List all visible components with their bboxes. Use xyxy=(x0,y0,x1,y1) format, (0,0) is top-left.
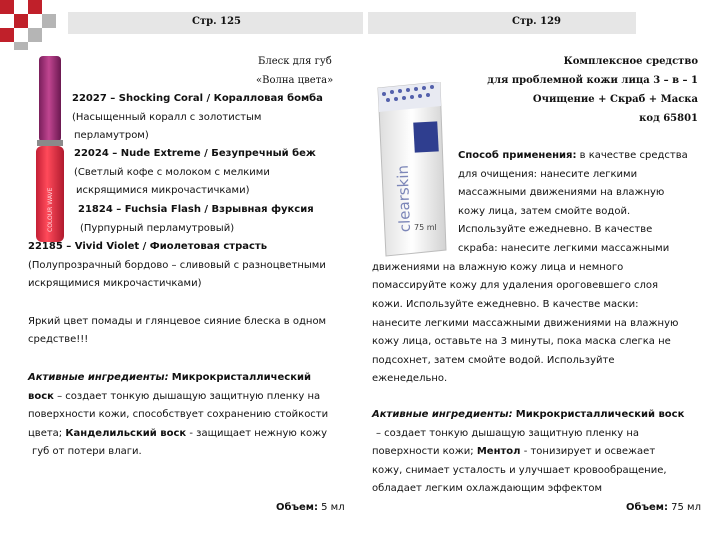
cleanser-code: код 65801 xyxy=(639,113,698,124)
right-volume: Объем: 75 мл xyxy=(626,502,701,513)
tagline-2: средстве!!! xyxy=(28,334,89,345)
clearskin-tube-image xyxy=(370,82,454,260)
right-ingredients-label: Активные ингредиенты: xyxy=(372,409,513,420)
usage-label: Способ применения: xyxy=(458,150,577,161)
shade-3-name: 21824 – Fuchsia Flash / Взрывная фуксия xyxy=(78,204,314,215)
left-volume: Объем: 5 мл xyxy=(276,502,345,513)
right-ingredients-line-5: обладает легким охлаждающим эффектом xyxy=(372,483,602,494)
cleanser-title-2: для проблемной кожи лица 3 – в – 1 xyxy=(487,75,698,86)
lip-gloss-title-1: Блеск для губ xyxy=(258,56,332,67)
lip-gloss-title-2: «Волна цвета» xyxy=(256,75,334,86)
usage-line-9: кожи. Используйте ежедневно. В качестве маски: xyxy=(372,299,639,310)
cleanser-title-1: Комплексное средство xyxy=(563,56,698,67)
left-ingredients-line-5: губ от потери влаги. xyxy=(32,446,142,457)
usage-line-7: движениями на влажную кожу лица и немного xyxy=(372,262,624,273)
tagline-1: Яркий цвет помады и глянцевое сияние блеска в одном xyxy=(28,316,327,327)
tube-size: 75 ml xyxy=(414,223,437,232)
usage-line-1: Способ применения: в качестве средства xyxy=(458,150,688,161)
shade-2-name: 22024 – Nude Extreme / Безупречный беж xyxy=(74,148,316,159)
usage-line-10: нанесите легкими массажными движениями на влажную xyxy=(372,318,679,329)
usage-line-8: помассируйте кожу для удаления ороговевшего слоя xyxy=(372,280,659,291)
left-page-label: Стр. 125 xyxy=(192,16,241,27)
right-ingredients-line-1: Активные ингредиенты: Микрокристаллический воск xyxy=(372,409,685,420)
usage-line-12: подсохнет, затем смойте водой. Используйте xyxy=(372,355,615,366)
cleanser-title-3: Очищение + Скраб + Маска xyxy=(532,94,698,105)
usage-line-13: еженедельно. xyxy=(372,373,448,384)
shade-2-desc: (Светлый кофе с молоком с мелкими xyxy=(74,167,270,178)
usage-line-5: Используйте ежедневно. В качестве xyxy=(458,224,653,235)
right-ingredients-line-4: кожу, снимает усталость и улучшает кровообращение, xyxy=(372,465,667,476)
usage-line-3: массажными движениями на влажную xyxy=(458,187,665,198)
shade-3-desc: (Пурпурный перламутровый) xyxy=(80,223,235,234)
lip-gloss-image xyxy=(32,52,68,248)
clearskin-brand: clearskin xyxy=(393,164,414,233)
left-ingredients-line-1: Активные ингредиенты: Микрокристаллический xyxy=(28,372,311,383)
usage-line-2: для очищения: нанесите легкими xyxy=(458,169,638,180)
usage-line-11: кожу лица, оставьте на 3 минуты, пока маска слегка не xyxy=(372,336,671,347)
right-ingredients-line-2: – создает тонкую дышащую защитную пленку на xyxy=(376,428,640,439)
left-ingredients-line-2: воск – создает тонкую дышащую защитную пленку на xyxy=(28,391,321,402)
shade-2-desc-2: искрящимися микрочастичками) xyxy=(76,185,250,196)
right-header-bar xyxy=(368,12,636,34)
left-ingredients-line-3: поверхности кожи, способствует сохранению стойкости xyxy=(28,409,329,420)
left-ingredients-line-4: цвета; Канделильский воск - защищает нежную кожу xyxy=(28,428,328,439)
shade-4-name: 22185 – Vivid Violet / Фиолетовая страсть xyxy=(28,241,268,252)
shade-1-desc: (Насыщенный коралл с золотистым xyxy=(72,112,262,123)
left-ingredients-label: Активные ингредиенты: xyxy=(28,372,169,383)
right-page-label: Стр. 129 xyxy=(512,16,561,27)
corner-decoration xyxy=(0,0,60,50)
shade-4-desc-2: искрящимися микрочастичками) xyxy=(28,278,202,289)
usage-line-4: кожу лица, затем смойте водой. xyxy=(458,206,631,217)
shade-1-name: 22027 – Shocking Coral / Коралловая бомба xyxy=(72,93,323,104)
lip-gloss-label: COLOUR WAVE xyxy=(47,187,54,232)
shade-1-desc-2: перламутром) xyxy=(74,130,149,141)
usage-line-6: скраба: нанесите легкими массажными xyxy=(458,243,670,254)
right-ingredients-line-3: поверхности кожи; Ментол - тонизирует и освежает xyxy=(372,446,656,457)
shade-4-desc: (Полупрозрачный бордово – сливовый с разноцветными xyxy=(28,260,326,271)
